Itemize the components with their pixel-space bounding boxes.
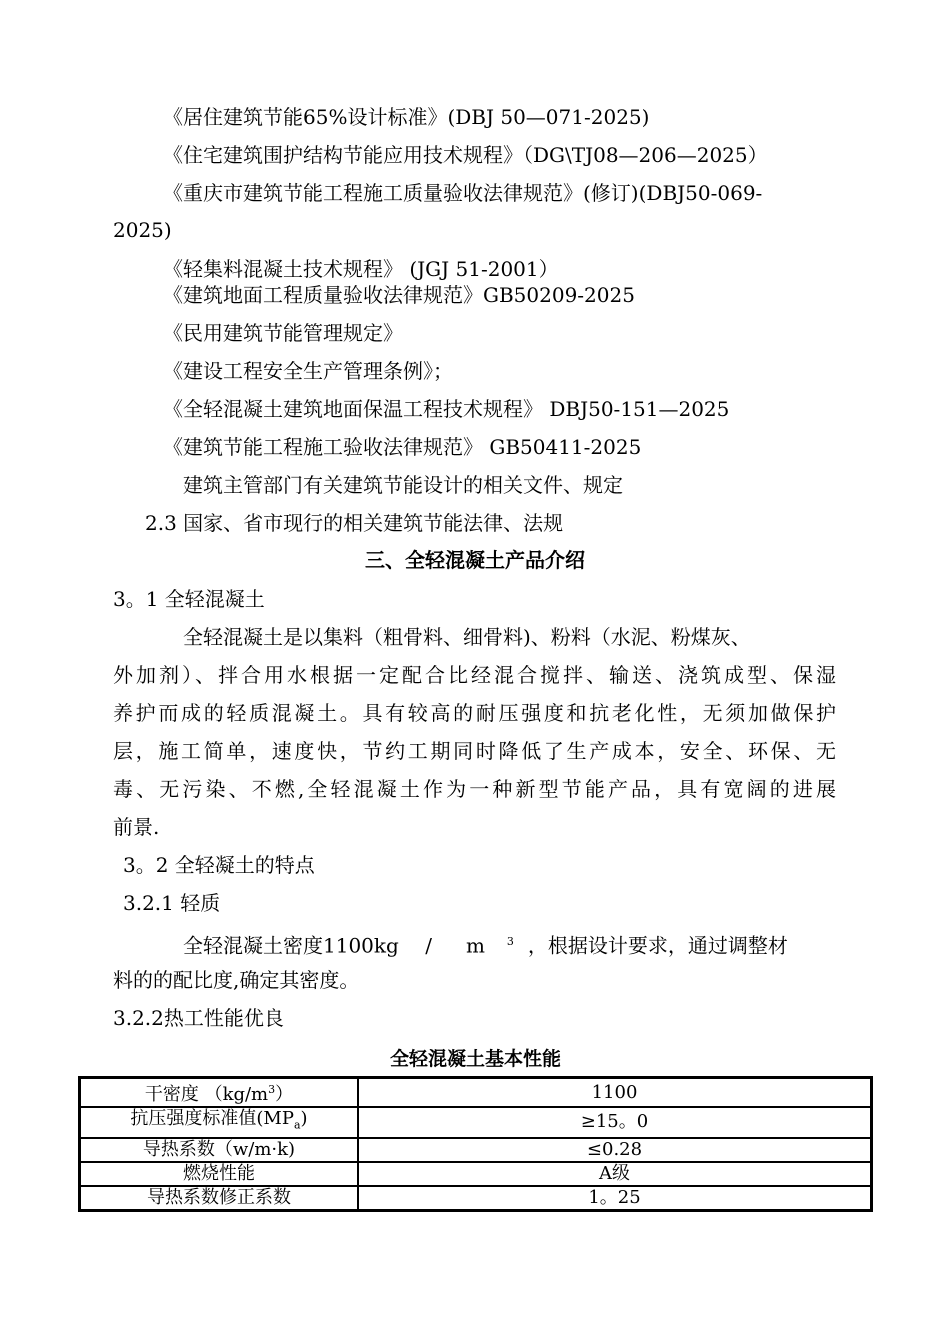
unit-m: m <box>465 933 485 958</box>
table-row <box>80 1078 872 1108</box>
section-3-2-2-title: 3.2.2热工性能优良 <box>113 1006 284 1030</box>
authority-documents-line: 建筑主管部门有关建筑节能设计的相关文件、规定 <box>183 473 623 497</box>
chapter-heading: 三、全轻混凝土产品介绍 <box>365 548 585 572</box>
paragraph-line: 外加剂）、拌合用水根据一定配合比经混合搅拌、输送、浇筑成型、保湿 <box>113 663 836 687</box>
section-3-1-title: 3。1 全轻混凝土 <box>113 587 265 611</box>
table-cell-label: 燃烧性能 <box>80 1162 359 1186</box>
unit-superscript: 3 <box>506 935 514 948</box>
density-line <box>183 928 788 960</box>
unit-slash: / <box>425 933 432 958</box>
properties-table <box>78 1076 873 1212</box>
table-title: 全轻混凝土基本性能 <box>389 1048 561 1070</box>
reference-item: 《建筑地面工程质量验收法律规范》GB50209-2025 <box>163 283 635 307</box>
table-cell-value: A级 <box>358 1162 872 1186</box>
paragraph-line: 养护而成的轻质混凝土。具有较高的耐压强度和抗老化性，无须加做保护 <box>113 701 836 725</box>
table-cell-label: 导热系数修正系数 <box>80 1186 359 1211</box>
density-line-2: 料的的配比度,确定其密度。 <box>113 968 360 992</box>
reference-item: 《民用建筑节能管理规定》 <box>163 321 403 345</box>
reference-item-continuation: 2025) <box>113 218 172 242</box>
reference-item: 《轻集料混凝土技术规程》 (JGJ 51-2001） <box>163 257 559 281</box>
paragraph-line: 层，施工简单，速度快，节约工期同时降低了生产成本，安全、环保、无 <box>113 739 836 763</box>
paragraph-line: 前景. <box>113 815 160 839</box>
section-3-2-1-title: 3.2.1 轻质 <box>123 891 221 915</box>
table-row <box>80 1107 872 1138</box>
table-cell-label: 导热系数（w/m·k) <box>80 1138 359 1162</box>
section-2-3-title: 2.3 国家、省市现行的相关建筑节能法律、法规 <box>145 511 564 535</box>
table-row <box>80 1138 872 1162</box>
density-text: 全轻混凝土密度1100kg <box>183 933 406 958</box>
reference-item: 《全轻混凝土建筑地面保温工程技术规程》 DBJ50-151—2025 <box>163 397 730 421</box>
table-cell-value: ≤0.28 <box>358 1138 872 1162</box>
table-cell-label: 抗压强度标准值$(MP_a)$ <box>80 1107 359 1138</box>
table-cell-value: ≥15。0 <box>358 1107 872 1138</box>
reference-item: 《重庆市建筑节能工程施工质量验收法律规范》(修订)(DBJ50-069- <box>163 181 763 205</box>
reference-item: 《住宅建筑围护结构节能应用技术规程》（DG\TJ08—206—2025） <box>163 143 768 167</box>
reference-item: 《建筑节能工程施工验收法律规范》 GB50411-2025 <box>163 435 642 459</box>
density-text-tail: ，根据设计要求，通过调整材 <box>527 933 788 958</box>
paragraph-line: 全轻混凝土是以集料（粗骨料、细骨料)、粉料（水泥、粉煤灰、 <box>183 625 751 649</box>
table-cell-value: 1100 <box>358 1078 872 1108</box>
reference-item: 《居住建筑节能65%设计标准》(DBJ 50—071-2025) <box>163 105 650 129</box>
reference-item: 《建设工程安全生产管理条例》； <box>163 359 453 383</box>
table-cell-label: 干密度 $(kg/m^3)$ <box>80 1078 359 1108</box>
table-row <box>80 1162 872 1186</box>
table-row <box>80 1186 872 1211</box>
paragraph-line: 毒、无污染、不燃,全轻混凝土作为一种新型节能产品，具有宽阔的进展 <box>113 777 836 801</box>
section-3-2-title: 3。2 全轻凝土的特点 <box>123 853 315 877</box>
table-cell-value: 1。25 <box>358 1186 872 1211</box>
